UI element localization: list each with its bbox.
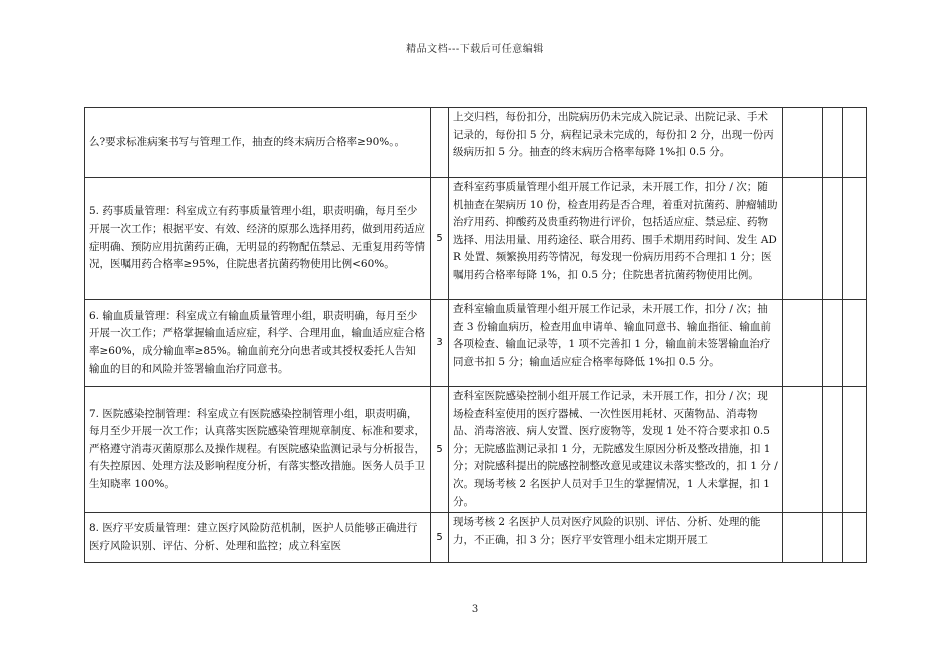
evaluation-table [84, 107, 867, 563]
blank-cell [843, 387, 867, 513]
blank-cell [823, 387, 843, 513]
blank-cell [843, 513, 867, 563]
score-cell [431, 108, 449, 178]
method-cell: 上交归档，每份扣分，出院病历仍未完成入院记录、出院记录、手术记录的，每份扣 5 分，病程记录未完成的，每份扣 2 分，出现一份丙级病历扣 5 分。抽查的终末病历合格率每降 1%扣 0.5 分。 [449, 108, 783, 178]
blank-cell [843, 178, 867, 300]
table-row [85, 108, 867, 178]
table-row [85, 387, 867, 513]
page-header: 精品文档---下载后可任意编辑 [406, 44, 544, 55]
blank-cell [823, 513, 843, 563]
table-row [85, 513, 867, 563]
blank-cell [823, 300, 843, 387]
blank-cell [783, 108, 823, 178]
requirement-cell: 7. 医院感染控制管理：科室成立有医院感染控制管理小组，职责明确，每月至少开展一次工作；认真落实医院感染管理规章制度、标准和要求，严格遵守消毒灭菌原那么及操作规程。有医院感染监测记录与分析报告，有失控原因、处理方法及影响程度分析，有落实整改措施。医务人员手卫生知晓率 100%。 [85, 387, 431, 513]
blank-cell [843, 108, 867, 178]
method-cell: 查科室输血质量管理小组开展工作记录，未开展工作，扣分 / 次；抽查 3 份输血病历，检查用血申请单、输血同意书、输血指征、输血前各项检查、输血记录等，1 项不完善扣 1 分，输血前未签署输血治疗同意书扣 5 分；输血适应症合格率每降低 1%扣 0.5 分。 [449, 300, 783, 387]
blank-cell [783, 300, 823, 387]
requirement-cell: 么?要求标准病案书写与管理工作，抽查的终末病历合格率≥90%。。 [85, 108, 431, 178]
blank-cell [783, 387, 823, 513]
method-cell: 查科室药事质量管理小组开展工作记录，未开展工作，扣分 / 次；随机抽查在架病历 10 份，检查用药是否合理，着重对抗菌药、肿瘤辅助治疗用药、抑酸药及贵重药物进行评价，包括适应症、禁忌症、药物选择、用法用量、用药途径、联合用药、围手术期用药时间、发生 ADR 处置、频繁换用药等情况，每发现一份病历用药不合理扣 1 分；医嘱用药合格率每降 1%，扣 0.5 分；住院患者抗菌药物使用比例。 [449, 178, 783, 300]
score-cell: 5 [431, 178, 449, 300]
blank-cell [823, 108, 843, 178]
blank-cell [823, 178, 843, 300]
blank-cell [783, 178, 823, 300]
blank-cell [843, 300, 867, 387]
method-cell: 查科室医院感染控制小组开展工作记录，未开展工作，扣分 / 次；现场检查科室使用的医疗器械、一次性医用耗材、灭菌物品、消毒物品、消毒溶液、病人安置、医疗废物等，发现 1 处不符合要求扣 0.5 分；无院感监测记录扣 1 分，无院感发生原因分析及整改措施，扣 1 分；对院感科提出的院感控制整改意见或建议未落实整改的，扣 1 分 / 次。现场考核 2 名医护人员对手卫生的掌握情况，1 人未掌握，扣 1 分。 [449, 387, 783, 513]
page-number: 3 [471, 604, 479, 615]
requirement-cell: 8. 医疗平安质量管理：建立医疗风险防范机制，医护人员能够正确进行医疗风险识别、评估、分析、处理和监控；成立科室医 [85, 513, 431, 563]
method-cell: 现场考核 2 名医护人员对医疗风险的识别、评估、分析、处理的能力，不正确，扣 3 分；医疗平安管理小组未定期开展工 [449, 513, 783, 563]
table-row [85, 300, 867, 387]
blank-cell [783, 513, 823, 563]
score-cell: 5 [431, 387, 449, 513]
requirement-cell: 5. 药事质量管理：科室成立有药事质量管理小组，职责明确，每月至少开展一次工作；根据平安、有效、经济的原那么选择用药，做到用药适应症明确、预防应用抗菌药正确，无明显的药物配伍禁忌、无重复用药等情况，医嘱用药合格率≥95%，住院患者抗菌药物使用比例<60%。 [85, 178, 431, 300]
table-row [85, 178, 867, 300]
requirement-cell: 6. 输血质量管理：科室成立有输血质量管理小组，职责明确，每月至少开展一次工作；严格掌握输血适应症，科学、合理用血，输血适应症合格率≥60%，成分输血率≥85%。输血前充分向患者或其授权委托人告知输血的目的和风险并签署输血治疗同意书。 [85, 300, 431, 387]
score-cell: 5 [431, 513, 449, 563]
score-cell: 3 [431, 300, 449, 387]
